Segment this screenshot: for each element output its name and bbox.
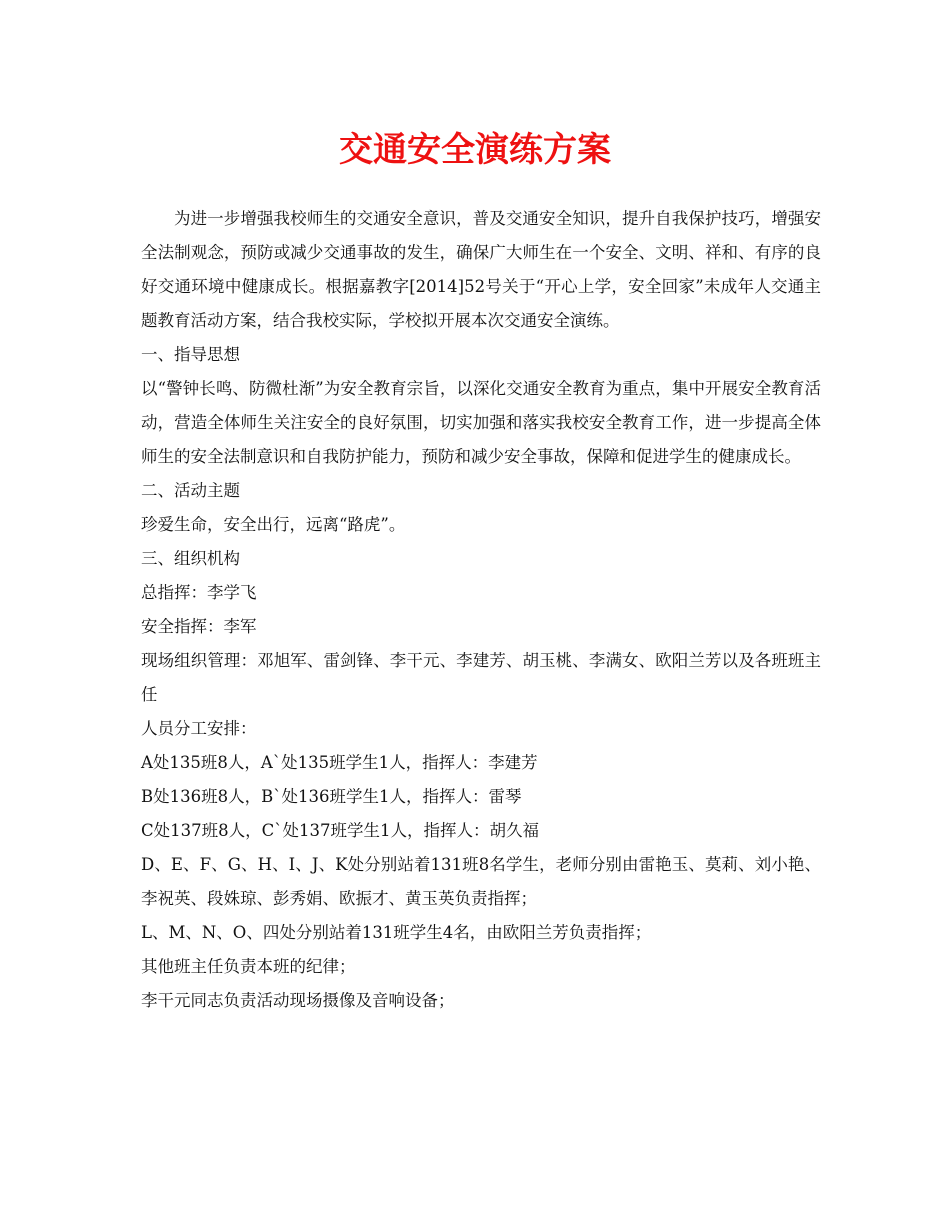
document-body <box>141 202 821 1018</box>
safety-commander: 安全指挥：李军 <box>141 617 257 636</box>
document-title: 交通安全演练方案 <box>339 130 611 170</box>
staffing-heading: 人员分工安排： <box>141 719 257 738</box>
intro-paragraph: 为进一步增强我校师生的交通安全意识，普及交通安全知识，提升自我保护技巧，增强安全法制观念，预防或减少交通事故的发生，确保广大师生在一个安全、文明、祥和、有序的良好交通环境中健康成长。根据嘉教字[2014]52号关于“开心上学，安全回家”未成年人交通主题教育活动方案，结合我校实际，学校拟开展本次交通安全演练。 <box>141 209 821 330</box>
guiding-ideology-text: 以“警钟长鸣、防微杜渐”为安全教育宗旨，以深化交通安全教育为重点，集中开展安全教育活动，营造全体师生关注安全的良好氛围，切实加强和落实我校安全教育工作，进一步提高全体师生的安全法制意识和自我防护能力，预防和减少安全事故，保障和促进学生的健康成长。 <box>141 379 821 466</box>
assignment-item: L、M、N、O、四处分别站着131班学生4名，由欧阳兰芳负责指挥； <box>141 923 652 942</box>
section-heading-activity-theme: 二、活动主题 <box>141 481 240 500</box>
assignment-item: 李干元同志负责活动现场摄像及音响设备； <box>141 991 455 1010</box>
assignment-item: C处137班8人，C`处137班学生1人，指挥人：胡久福 <box>141 821 539 840</box>
assignment-item: D、E、F、G、H、I、J、K处分别站着131班8名学生，老师分别由雷艳玉、莫莉、刘小艳、李祝英、段姝琼、彭秀娟、欧振才、黄玉英负责指挥； <box>141 855 821 908</box>
chief-commander: 总指挥：李学飞 <box>141 583 257 602</box>
activity-theme-text: 珍爱生命，安全出行，远离“路虎”。 <box>141 515 406 534</box>
assignment-item: 其他班主任负责本班的纪律； <box>141 957 356 976</box>
assignment-item: A处135班8人，A`处135班学生1人，指挥人：李建芳 <box>141 753 538 772</box>
section-heading-organization: 三、组织机构 <box>141 549 240 568</box>
onsite-management: 现场组织管理：邓旭军、雷剑锋、李干元、李建芳、胡玉桃、李满女、欧阳兰芳以及各班班主任 <box>141 651 821 704</box>
section-heading-guiding-ideology: 一、指导思想 <box>141 345 240 364</box>
assignment-item: B处136班8人，B`处136班学生1人，指挥人：雷琴 <box>141 787 522 806</box>
